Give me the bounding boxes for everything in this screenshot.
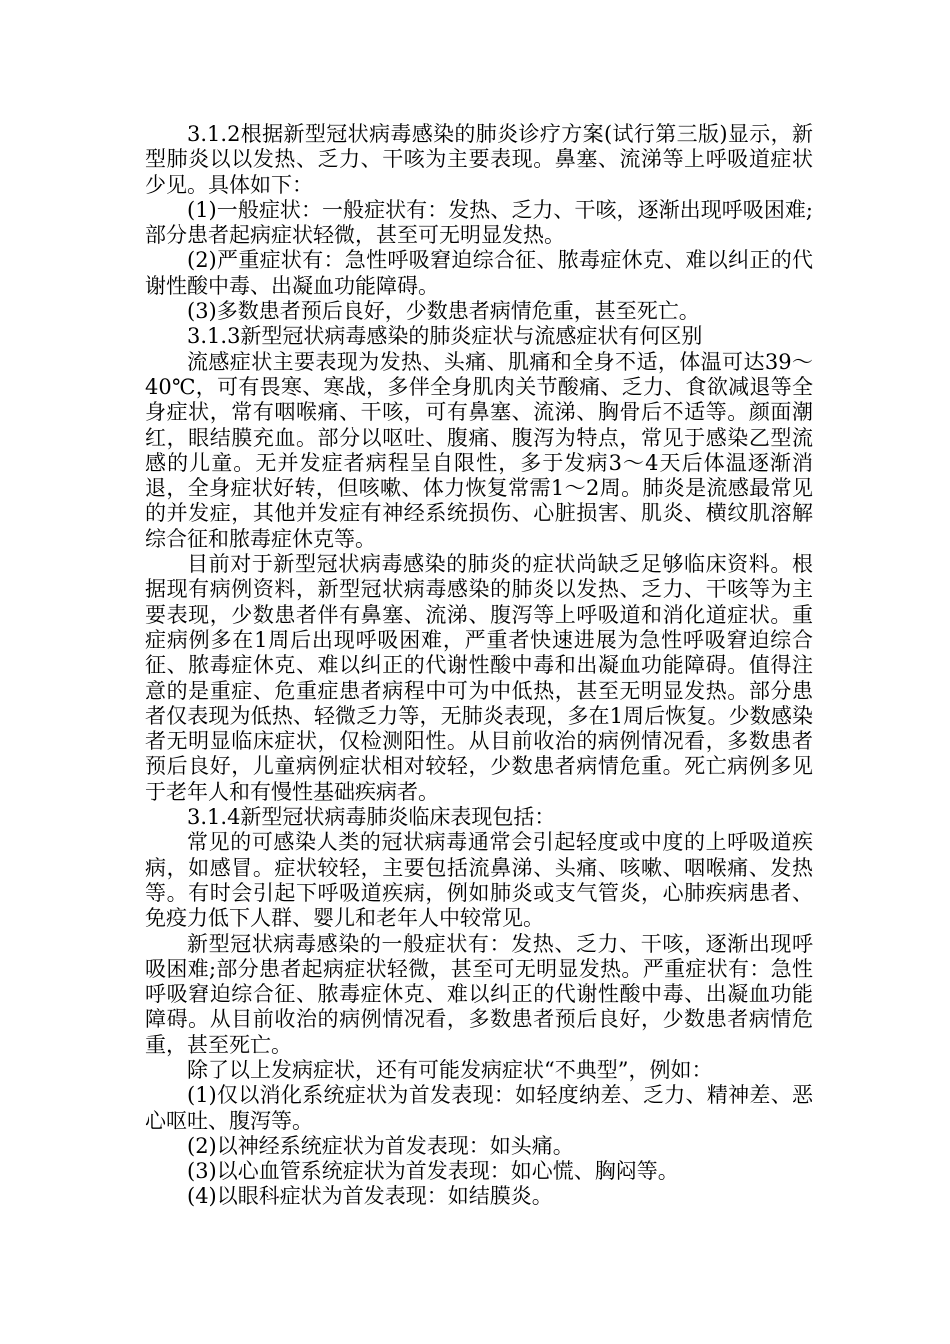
paragraph-severe-symptoms: (2)严重症状有：急性呼吸窘迫综合征、脓毒症休克、难以纠正的代谢性酸中毒、出凝血功能障碍。 — [145, 248, 813, 298]
heading-section-3-1-4: 3.1.4新型冠状病毒肺炎临床表现包括： — [187, 805, 556, 830]
paragraph-flu-symptoms: 流感症状主要表现为发热、头痛、肌痛和全身不适，体温可达39～40℃，可有畏寒、寒战，多伴全身肌肉关节酸痛、乏力、食欲减退等全身症状，常有咽喉痛、干咳，可有鼻塞、流涕、胸骨后不适等。颜面潮红，眼结膜充血。部分以呕吐、腹痛、腹泻为特点，常见于感染乙型流感的儿童。无并发症者病程呈自限性，多于发病3～4天后体温逐渐消退，全身症状好转，但咳嗽、体力恢复常需1～2周。肺炎是流感最常见的并发症，其他并发症有神经系统损伤、心脏损害、肌炎、横纹肌溶解综合征和脓毒症休克等。 — [145, 349, 813, 551]
heading-section-3-1-3: 3.1.3新型冠状病毒感染的肺炎症状与流感症状有何区别 — [187, 324, 703, 349]
list-item-digestive: (1)仅以消化系统症状为首发表现：如轻度纳差、乏力、精神差、恶心呕吐、腹泻等。 — [145, 1083, 813, 1133]
paragraph-general-symptoms: (1)一般症状：一般症状有：发热、乏力、干咳，逐渐出现呼吸困难;部分患者起病症状轻微，甚至可无明显发热。 — [145, 197, 813, 248]
paragraph-ncp-general-and-severe: 新型冠状病毒感染的一般症状有：发热、乏力、干咳，逐渐出现呼吸困难;部分患者起病症状轻微，甚至可无明显发热。严重症状有：急性呼吸窘迫综合征、脓毒症休克、难以纠正的代谢性酸中毒、出凝血功能障碍。从目前收治的病例情况看，多数患者预后良好，少数患者病情危重，甚至死亡。 — [145, 931, 813, 1057]
paragraph-prognosis: (3)多数患者预后良好，少数患者病情危重，甚至死亡。 — [187, 299, 700, 324]
paragraph-atypical-intro: 除了以上发病症状，还有可能发病症状“不典型”，例如： — [187, 1057, 713, 1082]
list-item-ophthalmic: (4)以眼科症状为首发表现：如结膜炎。 — [187, 1184, 553, 1209]
paragraph-ncp-symptoms: 目前对于新型冠状病毒感染的肺炎的症状尚缺乏足够临床资料。根据现有病例资料，新型冠状病毒感染的肺炎以发热、乏力、干咳等为主要表现，少数患者伴有鼻塞、流涕、腹泻等上呼吸道和消化道症状。重症病例多在1周后出现呼吸困难，严重者快速进展为急性呼吸窘迫综合征、脓毒症休克、难以纠正的代谢性酸中毒和出凝血功能障碍。值得注意的是重症、危重症患者病程中可为中低热，甚至无明显发热。部分患者仅表现为低热、轻微乏力等，无肺炎表现，多在1周后恢复。少数感染者无明显临床症状，仅检测阳性。从目前收治的病例情况看，多数患者预后良好，儿童病例症状相对较轻，少数患者病情危重。死亡病例多见于老年人和有慢性基础疾病者。 — [145, 552, 813, 804]
document-page — [145, 122, 813, 1210]
paragraph-section-3-1-2: 3.1.2根据新型冠状病毒感染的肺炎诊疗方案(试行第三版)显示，新型肺炎以以发热、乏力、干咳为主要表现。鼻塞、流涕等上呼吸道症状少见。具体如下： — [145, 122, 813, 197]
list-item-neurological: (2)以神经系统症状为首发表现：如头痛。 — [187, 1133, 574, 1158]
paragraph-common-coronavirus: 常见的可感染人类的冠状病毒通常会引起轻度或中度的上呼吸道疾病，如感冒。症状较轻，主要包括流鼻涕、头痛、咳嗽、咽喉痛、发热等。有时会引起下呼吸道疾病，例如肺炎或支气管炎，心肺疾病患者、免疫力低下人群、婴儿和老年人中较常见。 — [145, 830, 813, 931]
list-item-cardiovascular: (3)以心血管系统症状为首发表现：如心慌、胸闷等。 — [187, 1159, 679, 1184]
